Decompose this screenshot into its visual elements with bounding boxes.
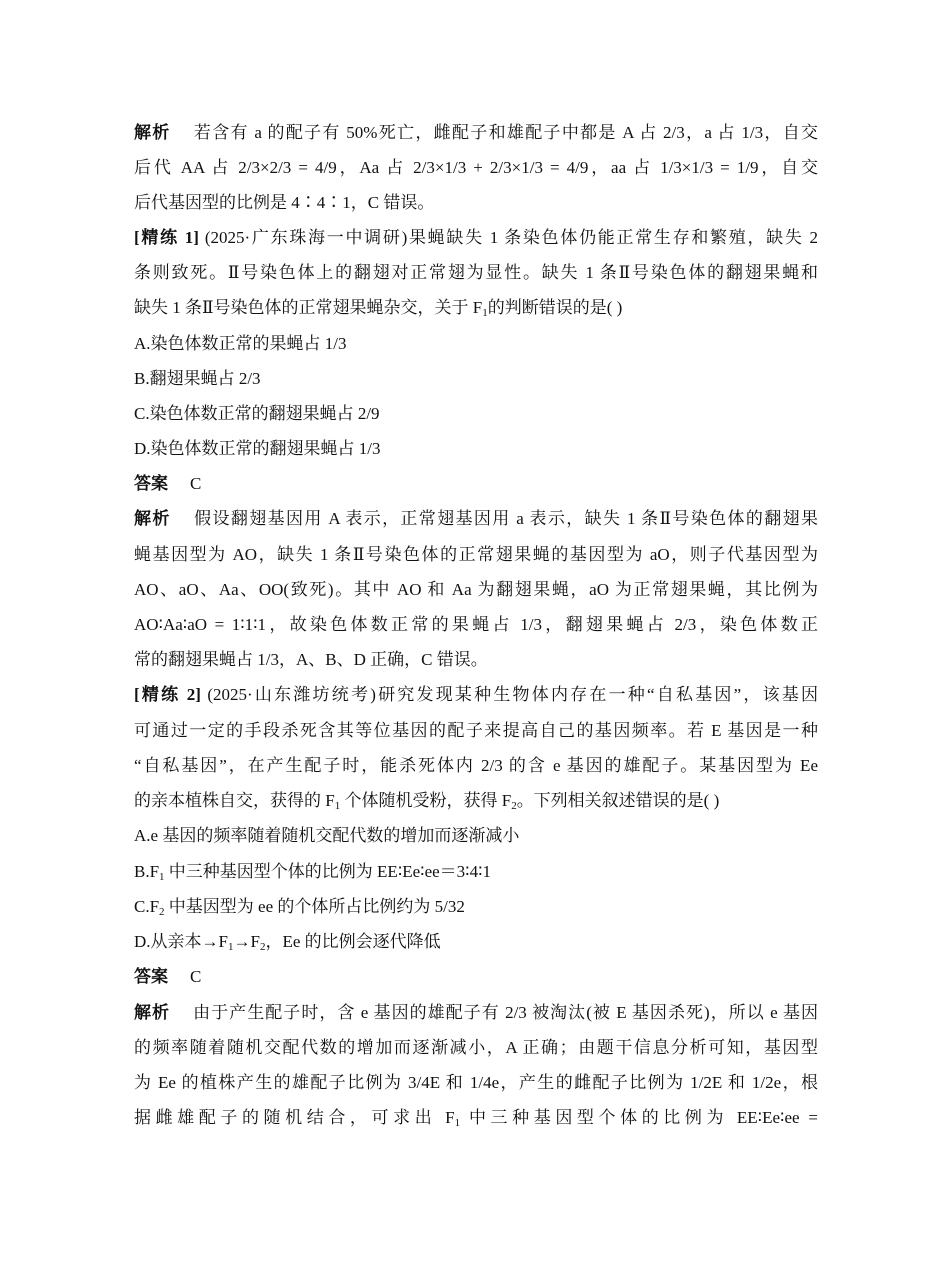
question-stem-line: 的亲本植株自交，获得的 $F_1$ 个体随机受粉，获得 $F_2$。下列相关叙述错误的是( ) (134, 791, 720, 812)
explanation-line: 解析 若含有 a 的配子有 50%死亡，雌配子和雄配子中都是 A 占 2/3，a 占 1/3，自交 (134, 123, 819, 142)
explanation-line: 解析 由于产生配子时，含 e 基因的雄配子有 2/3 被淘汰(被 E 基因杀死)，所以 e 基因 (134, 1003, 818, 1022)
question-source: (2025·广东珠海一中调研) (204, 228, 408, 247)
answer-line (134, 967, 818, 987)
option-b: B.翻翅果蝇占 2/3 (134, 369, 261, 388)
answer-heading: 答案 (134, 474, 168, 493)
question-stem-line: “自私基因”，在产生配子时，能杀死体内 2/3 的含 e 基因的雄配子。某基因型为 Ee (134, 756, 818, 775)
option-a: A.染色体数正常的果蝇占 1/3 (134, 334, 347, 353)
explanation-line: 后代 AA 占 2/3×2/3 = 4/9，Aa 占 2/3×1/3 + 2/3×1/3 = 4/9，aa 占 1/3×1/3 = 1/9，自交 (134, 158, 818, 177)
question-stem-line: [精练 1] (2025·广东珠海一中调研)果蝇缺失 1 条染色体仍能正常生存和繁殖，缺失 2 (134, 228, 819, 247)
option-b: $B.F_1$ 中三种基因型个体的比例为 EE∶Ee∶ee＝3∶4∶1 (134, 862, 492, 883)
explanation-line: 解析 假设翻翅基因用 A 表示，正常翅基因用 a 表示，缺失 1 条Ⅱ号染色体的翻翅果 (134, 509, 818, 528)
explanation-line: AO、aO、Aa、OO(致死)。其中 AO 和 Aa 为翻翅果蝇，aO 为正常翅果蝇，其比例为 (134, 580, 818, 599)
answer-value: C (190, 474, 202, 493)
answer-heading: 答案 (134, 967, 168, 986)
explanation-line: 为 Ee 的植株产生的雄配子比例为 3/4E 和 1/4e，产生的雌配子比例为 1/2E 和 1/2e，根 (134, 1073, 818, 1092)
option-d: D.从亲本$\to F_1\to F_2$，Ee 的比例会逐代降低 (134, 932, 441, 953)
explanation-line: 常的翻翅果蝇占 1/3，A、B、D 正确，C 错误。 (134, 650, 488, 669)
question-source: (2025·山东潍坊统考) (207, 685, 376, 704)
question-label: [精练 1] (134, 228, 199, 247)
question-stem-line: 条则致死。Ⅱ号染色体上的翻翅对正常翅为显性。缺失 1 条Ⅱ号染色体的翻翅果蝇和 (134, 263, 818, 282)
question-stem-line: [精练 2] (2025·山东潍坊统考)研究发现某种生物体内存在一种“自私基因”，该基因 (134, 685, 819, 704)
option-d: D.染色体数正常的翻翅果蝇占 1/3 (134, 439, 381, 458)
answer-line (134, 474, 818, 494)
question-stem-line: 可通过一定的手段杀死含其等位基因的配子来提高自己的基因频率。若 E 基因是一种 (134, 721, 818, 740)
question-stem-line: 缺失 1 条Ⅱ号染色体的正常翅果蝇杂交，关于 $F_1$的判断错误的是( ) (134, 298, 623, 319)
explanation-line: 的频率随着随机交配代数的增加而逐渐减小，A 正确；由题干信息分析可知，基因型 (134, 1038, 818, 1057)
explanation-line: AO∶Aa∶aO = 1∶1∶1，故染色体数正常的果蝇占 1/3，翻翅果蝇占 2/3，染色体数正 (134, 615, 818, 634)
explanation-heading: 解析 (134, 1003, 171, 1022)
option-c: $C.F_2$ 中基因型为 ee 的个体所占比例约为 5/32 (134, 897, 465, 918)
explanation-line: 据雌雄配子的随机结合，可求出 $F_1$ 中三种基因型个体的比例为 EE∶Ee∶ee = (134, 1108, 818, 1129)
explanation-line: 后代基因型的比例是 4∶4∶1，C 错误。 (134, 193, 435, 212)
answer-value: C (190, 967, 202, 986)
question-label: [精练 2] (134, 685, 201, 704)
option-c: C.染色体数正常的翻翅果蝇占 2/9 (134, 404, 380, 423)
explanation-heading: 解析 (134, 509, 171, 528)
option-a: A.e 基因的频率随着随机交配代数的增加而逐渐减小 (134, 826, 520, 845)
explanation-line: 蝇基因型为 AO，缺失 1 条Ⅱ号染色体的正常翅果蝇的基因型为 aO，则子代基因型为 (134, 545, 818, 564)
explanation-heading: 解析 (134, 123, 171, 142)
